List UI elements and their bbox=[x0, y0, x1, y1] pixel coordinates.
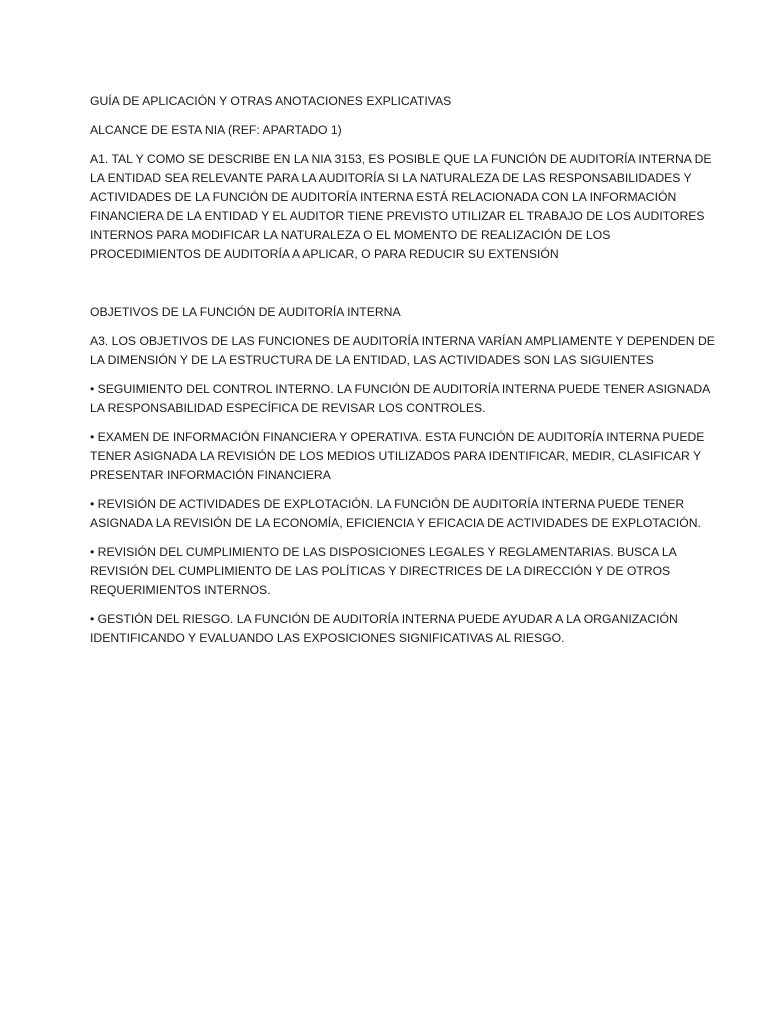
bullet-risk-management bbox=[90, 610, 698, 648]
scope-heading-line: ALCANCE DE ESTA NIA (REF: APARTADO 1) bbox=[90, 123, 342, 137]
heading-line: GUÍA DE APLICACIÓN Y OTRAS ANOTACIONES EXPLICATIVAS bbox=[90, 94, 452, 108]
scope-heading bbox=[90, 121, 698, 140]
paragraph-a1 bbox=[90, 150, 712, 264]
a3-line: LA DIMENSIÓN Y DE LA ESTRUCTURA DE LA ENTIDAD, LAS ACTIVIDADES SON LAS SIGUIENTES bbox=[90, 353, 654, 367]
bullet-line: • EXAMEN DE INFORMACIÓN FINANCIERA Y OPERATIVA. ESTA FUNCIÓN DE AUDITORÍA INTERNA PUEDE bbox=[90, 430, 705, 444]
bullet-line: • SEGUIMIENTO DEL CONTROL INTERNO. LA FUNCIÓN DE AUDITORÍA INTERNA PUEDE TENER ASIGNADA bbox=[90, 382, 711, 396]
a1-line: PROCEDIMIENTOS DE AUDITORÍA A APLICAR, O PARA REDUCIR SU EXTENSIÓN bbox=[90, 247, 559, 261]
bullet-line: • REVISIÓN DEL CUMPLIMIENTO DE LAS DISPOSICIONES LEGALES Y REGLAMENTARIAS. BUSCA LA bbox=[90, 545, 677, 559]
bullet-line: REVISIÓN DEL CUMPLIMIENTO DE LAS POLÍTICAS Y DIRECTRICES DE LA DIRECCIÓN Y DE OTROS bbox=[90, 564, 671, 578]
bullet-line: ASIGNADA LA REVISIÓN DE LA ECONOMÍA, EFICIENCIA Y EFICACIA DE ACTIVIDADES DE EXPLOTACIÓN. bbox=[90, 516, 701, 530]
bullet-line: TENER ASIGNADA LA REVISIÓN DE LOS MEDIOS UTILIZADOS PARA IDENTIFICAR, MEDIR, CLASIFICAR Y bbox=[90, 449, 702, 463]
a1-line: INTERNOS PARA MODIFICAR LA NATURALEZA O EL MOMENTO DE REALIZACIÓN DE LOS bbox=[90, 228, 611, 242]
bullet-line: LA RESPONSABILIDAD ESPECÍFICA DE REVISAR LOS CONTROLES. bbox=[90, 401, 486, 415]
bullet-line: IDENTIFICANDO Y EVALUANDO LAS EXPOSICIONES SIGNIFICATIVAS AL RIESGO. bbox=[90, 631, 565, 645]
bullet-legal-compliance bbox=[90, 543, 698, 600]
bullet-line: PRESENTAR INFORMACIÓN FINANCIERA bbox=[90, 468, 331, 482]
bullet-internal-control bbox=[90, 380, 711, 418]
a1-line: FINANCIERA DE LA ENTIDAD Y EL AUDITOR TIENE PREVISTO UTILIZAR EL TRABAJO DE LOS AUDITORES bbox=[90, 209, 705, 223]
bullet-line: • REVISIÓN DE ACTIVIDADES DE EXPLOTACIÓN. LA FUNCIÓN DE AUDITORÍA INTERNA PUEDE TENER bbox=[90, 497, 685, 511]
objectives-heading bbox=[90, 303, 698, 322]
bullet-operating-activities bbox=[90, 495, 701, 533]
a1-line: LA ENTIDAD SEA RELEVANTE PARA LA AUDITORÍA SI LA NATURALEZA DE LAS RESPONSABILIDADES Y bbox=[90, 171, 692, 185]
paragraph-a3 bbox=[90, 332, 715, 370]
objectives-heading-line: OBJETIVOS DE LA FUNCIÓN DE AUDITORÍA INTERNA bbox=[90, 305, 401, 319]
a1-line: ACTIVIDADES DE LA FUNCIÓN DE AUDITORÍA INTERNA ESTÁ RELACIONADA CON LA INFORMACIÓN bbox=[90, 190, 677, 204]
bullet-financial-information bbox=[90, 428, 705, 485]
document-heading bbox=[90, 92, 698, 111]
bullet-line: • GESTIÓN DEL RIESGO. LA FUNCIÓN DE AUDITORÍA INTERNA PUEDE AYUDAR A LA ORGANIZACIÓN bbox=[90, 612, 678, 626]
a1-line: A1. TAL Y COMO SE DESCRIBE EN LA NIA 3153, ES POSIBLE QUE LA FUNCIÓN DE AUDITORÍA INTERNA DE bbox=[90, 152, 712, 166]
bullet-line: REQUERIMIENTOS INTERNOS. bbox=[90, 583, 271, 597]
a3-line: A3. LOS OBJETIVOS DE LAS FUNCIONES DE AUDITORÍA INTERNA VARÍAN AMPLIAMENTE Y DEPENDEN DE bbox=[90, 334, 715, 348]
section-gap bbox=[90, 274, 698, 303]
